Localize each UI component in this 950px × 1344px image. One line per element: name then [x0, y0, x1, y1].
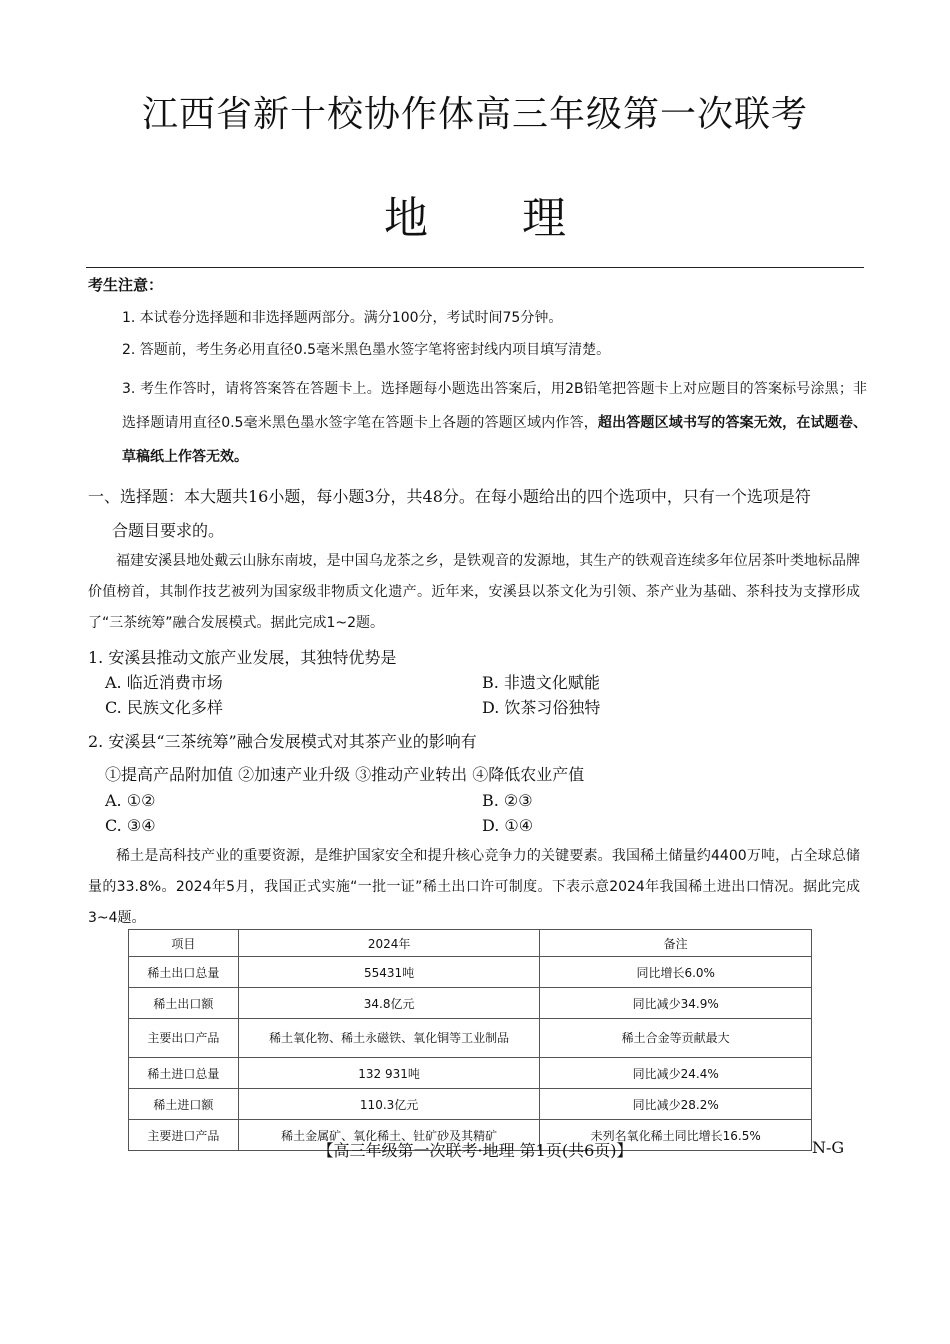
question-1-stem: 1. 安溪县推动文旅产业发展，其独特优势是	[88, 648, 397, 667]
notice-heading: 考生注意：	[88, 276, 164, 294]
table-cell: 未列名氧化稀土同比增长16.5%	[540, 1120, 812, 1151]
table-cell: 稀土进口总量	[129, 1058, 239, 1089]
table-cell: 34.8亿元	[238, 988, 540, 1019]
table-cell: 同比减少34.9%	[540, 988, 812, 1019]
question-1-option-a: A. 临近消费市场	[105, 673, 223, 692]
notice-item-2: 2. 答题前，考生务必用直径0.5毫米黑色墨水签字笔将密封线内项目填写清楚。	[122, 342, 611, 358]
question-1-option-d: D. 饮茶习俗独特	[482, 698, 601, 717]
question-1-option-b: B. 非遗文化赋能	[482, 673, 600, 692]
passage-2: 稀土是高科技产业的重要资源，是维护国家安全和提升核心竞争力的关键要素。我国稀土储量约4400万吨，占全球总储量的33.8%。2024年5月，我国正式实施“一批一证”稀土出口许可制度。下表示意2024年我国稀土进出口情况。据此完成3~4题。	[88, 848, 860, 926]
table-cell: 主要进口产品	[129, 1120, 239, 1151]
table-cell: 同比增长6.0%	[540, 957, 812, 988]
table-row	[129, 957, 812, 988]
paper-code: N-G	[812, 1138, 845, 1157]
table-header-row	[129, 930, 812, 957]
table-cell: 主要出口产品	[129, 1019, 239, 1058]
question-2-items: ①提高产品附加值 ②加速产业升级 ③推动产业转出 ④降低农业产值	[105, 765, 585, 784]
section-heading-line1: 一、选择题：本大题共16小题，每小题3分，共48分。在每小题给出的四个选项中，只有一个选项是符	[88, 487, 811, 506]
table-cell: 稀土氧化物、稀土永磁铁、氧化铜等工业制品	[238, 1019, 540, 1058]
table-cell: 稀土金属矿、氧化稀土、钍矿砂及其精矿	[238, 1120, 540, 1151]
section-heading-line2: 合题目要求的。	[112, 521, 225, 540]
table-row	[129, 1089, 812, 1120]
table-cell: 稀土进口额	[129, 1089, 239, 1120]
table-cell: 55431吨	[238, 957, 540, 988]
table-header-cell: 备注	[540, 930, 812, 957]
notice-item-3	[122, 372, 867, 474]
table-cell: 稀土出口总量	[129, 957, 239, 988]
question-2-option-c: C. ③④	[105, 816, 156, 835]
section-heading	[88, 480, 860, 548]
table-cell: 同比减少28.2%	[540, 1089, 812, 1120]
table-cell: 132 931吨	[238, 1058, 540, 1089]
header-divider	[86, 267, 864, 268]
table-header-cell: 项目	[129, 930, 239, 957]
table-cell: 110.3亿元	[238, 1089, 540, 1120]
notice-item-1: 1. 本试卷分选择题和非选择题两部分。满分100分，考试时间75分钟。	[122, 310, 563, 326]
table-cell: 同比减少24.4%	[540, 1058, 812, 1089]
question-2-option-b: B. ②③	[482, 791, 533, 810]
question-1-option-c: C. 民族文化多样	[105, 698, 223, 717]
question-2-stem: 2. 安溪县“三茶统筹”融合发展模式对其茶产业的影响有	[88, 732, 477, 751]
question-2-option-a: A. ①②	[105, 791, 156, 810]
table-row	[129, 1019, 812, 1058]
table-cell: 稀土出口额	[129, 988, 239, 1019]
table-row	[129, 988, 812, 1019]
notice-item-3-bold: 超出答题区域书写的答案无效，在试题卷、草稿纸上作答无效。	[122, 415, 868, 465]
notice-item-3-text: 3. 考生作答时，请将答案答在答题卡上。选择题每小题选出答案后，用2B铅笔把答题卡上对应题目的答案标号涂黑；非选择题请用直径0.5毫米黑色墨水签字笔在答题卡上各题的答题区域内作答，	[122, 381, 867, 431]
page-footer: 【高三年级第一次联考·地理 第1页(共6页)】	[317, 1141, 633, 1160]
subject-title: 地 理	[384, 193, 566, 244]
table-cell: 稀土合金等贡献最大	[540, 1019, 812, 1058]
exam-title: 江西省新十校协作体高三年级第一次联考	[141, 94, 808, 135]
table-header-cell: 2024年	[238, 930, 540, 957]
table-row	[129, 1058, 812, 1089]
rare-earth-table	[128, 929, 812, 1151]
question-2-option-d: D. ①④	[482, 816, 534, 835]
passage-1: 福建安溪县地处戴云山脉东南坡，是中国乌龙茶之乡，是铁观音的发源地，其生产的铁观音连续多年位居茶叶类地标品牌价值榜首，其制作技艺被列为国家级非物质文化遗产。近年来，安溪县以茶文化为引领、茶产业为基础、茶科技为支撑形成了“三茶统筹”融合发展模式。据此完成1~2题。	[88, 553, 860, 631]
